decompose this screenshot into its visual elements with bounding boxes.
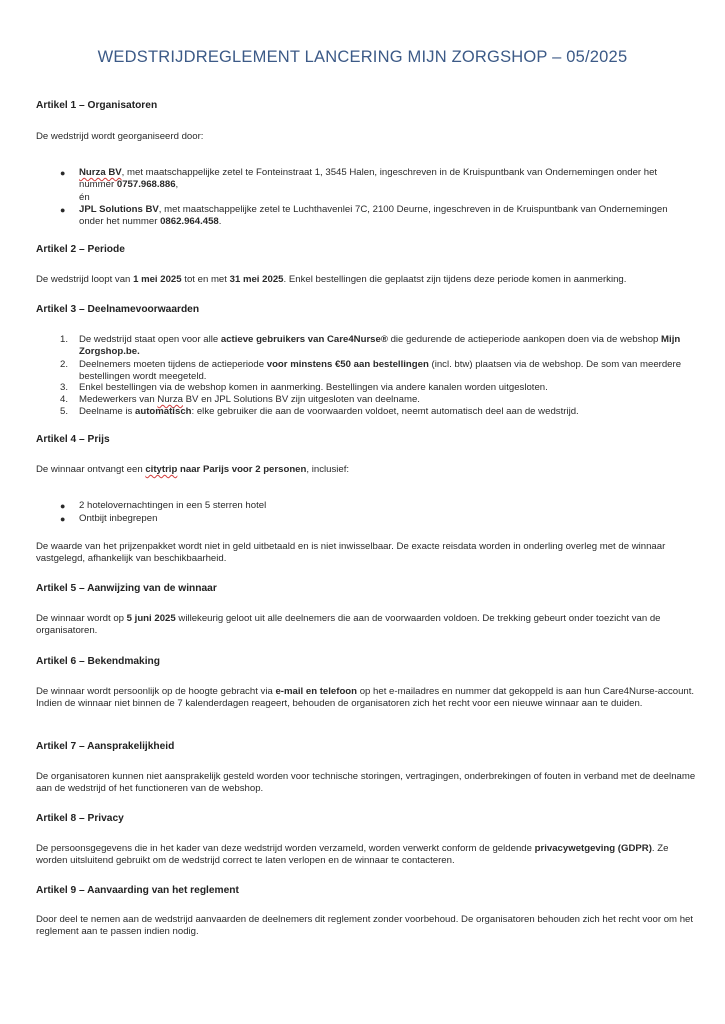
condition-text: Deelnemers moeten tijdens de actieperiode — [79, 359, 267, 370]
draw-date: 5 juni 2025 — [126, 613, 176, 624]
organizer-1-number: 0757.968.886 — [116, 179, 176, 191]
list-number: 3. — [60, 382, 69, 393]
article-4-intro — [36, 464, 696, 476]
list-number: 5. — [60, 406, 69, 417]
bullet-icon: ● — [60, 501, 66, 511]
article-9-text: Door deel te nemen aan de wedstrijd aanvaarden de deelnemers dit reglement zonder voorbehoud. De organisatoren behouden zich het recht voor om het reglement aan te passen indien nodig. — [36, 914, 694, 938]
article-2-text — [36, 274, 696, 286]
conjunction-text: én — [79, 191, 90, 203]
organizer-2-name: JPL Solutions BV — [79, 204, 159, 215]
article-8-heading: Artikel 8 – Privacy — [36, 813, 124, 824]
article-6-heading: Artikel 6 – Bekendmaking — [36, 656, 160, 667]
article-8-text — [36, 843, 696, 868]
article-4-heading: Artikel 4 – Prijs — [36, 434, 110, 445]
article-2-part: De wedstrijd loopt van — [36, 274, 134, 285]
organizer-2-number: 0862.964.458 — [160, 216, 219, 228]
prize-citytrip: citytrip — [145, 464, 178, 475]
condition-text: (incl. btw) plaatsen via de webshop. De som van meerdere bestellingen wordt meegeteld. — [79, 359, 682, 383]
article-3-heading: Artikel 3 – Deelnamevoorwaarden — [36, 304, 200, 315]
list-number: 2. — [60, 359, 69, 370]
announcement-text: op het e-mailadres en nummer dat gekoppeld is aan hun Care4Nurse-account. Indien de winnaar niet binnen de 7 kalenderdagen reageert, behouden de organisatoren zich het recht voor een nieuwe winnaar aan te duiden. — [36, 686, 695, 710]
article-2-part: tot en met — [181, 274, 230, 285]
condition-text: : elke gebruiker die aan de voorwaarden voldoet, neemt automatisch deel aan de wedstrijd. — [191, 406, 579, 417]
condition-bold: automatisch — [135, 406, 192, 417]
privacy-text: . Ze worden uitsluitend gebruikt om de wedstrijd correct te laten verlopen en de winnaar te contacteren. — [36, 843, 669, 867]
article-2-part: . Enkel bestellingen die geplaatst zijn tijdens deze periode komen in aanmerking. — [283, 274, 627, 285]
article-2-heading: Artikel 2 – Periode — [36, 244, 125, 255]
document-title: WEDSTRIJDREGLEMENT LANCERING MIJN ZORGSHOP – 05/2025 — [97, 48, 628, 66]
article-1-heading: Artikel 1 – Organisatoren — [36, 100, 158, 111]
organizer-1-name: Nurza BV — [79, 167, 122, 178]
list-number: 4. — [60, 394, 69, 405]
prize-destination: naar Parijs voor 2 personen — [177, 464, 307, 475]
draw-text: willekeurig geloot uit alle deelnemers die aan de voorwaarden voldoen. De trekking gebeurt onder toezicht van de organisatoren. — [36, 613, 661, 637]
company-name: Nurza — [157, 394, 183, 405]
organizer-2-text: , met maatschappelijke zetel te Luchthavenlei 7C, 2100 Deurne, ingeschreven in de Kruispuntbank van Ondernemingen onder het nummer — [79, 204, 668, 228]
condition-bold: actieve gebruikers van Care4Nurse® — [220, 334, 388, 345]
condition-text: Deelname is — [79, 406, 135, 417]
article-7-heading: Artikel 7 – Aansprakelijkheid — [36, 741, 175, 752]
prize-text: De winnaar ontvangt een — [36, 464, 146, 475]
announcement-text: De winnaar wordt persoonlijk op de hoogte gebracht via — [36, 686, 276, 697]
article-7-text: De organisatoren kunnen niet aansprakelijk gesteld worden voor technische storingen, vertragingen, onderbrekingen of fouten in verband met de deelname aan de wedstrijd of het functioneren van de webshop. — [36, 771, 696, 795]
webshop-name: Mijn Zorgshop.be. — [79, 334, 681, 358]
bullet-icon: ● — [60, 205, 66, 215]
list-number: 1. — [60, 334, 69, 345]
article-1-intro: De wedstrijd wordt georganiseerd door: — [36, 131, 204, 142]
draw-text: De winnaar wordt op — [36, 613, 127, 624]
condition-text: BV en JPL Solutions BV zijn uitgesloten van deelname. — [182, 394, 420, 405]
organizer-2-end: . — [218, 216, 222, 228]
organizer-1-end: , — [175, 179, 179, 191]
article-5-text — [36, 613, 696, 638]
article-4-note: De waarde van het prijzenpakket wordt niet in geld uitbetaald en is niet inwisselbaar. De exacte reisdata worden in onderling overleg met de winnaar vastgelegd, afhankelijk van beschikbaarheid. — [36, 541, 666, 565]
prize-item-text: 2 hotelovernachtingen in een 5 sterren hotel — [79, 500, 267, 511]
bullet-icon: ● — [60, 514, 66, 524]
contact-channel: e-mail en telefoon — [275, 686, 358, 697]
start-date: 1 mei 2025 — [133, 274, 182, 285]
condition-text: die gedurende de actieperiode aankopen doen via de webshop — [387, 334, 662, 345]
condition-text: Medewerkers van — [79, 394, 158, 405]
condition-text: Enkel bestellingen via de webshop komen in aanmerking. Bestellingen via andere kanalen worden uitgesloten. — [79, 382, 548, 393]
article-5-heading: Artikel 5 – Aanwijzing van de winnaar — [36, 583, 217, 594]
bullet-icon: ● — [60, 168, 66, 178]
privacy-text: De persoonsgegevens die in het kader van deze wedstrijd worden verzameld, worden verwerkt conform de geldende — [36, 843, 535, 854]
condition-text: De wedstrijd staat open voor alle — [79, 334, 221, 345]
end-date: 31 mei 2025 — [229, 274, 284, 285]
article-9-heading: Artikel 9 – Aanvaarding van het reglement — [36, 885, 239, 896]
article-6-text — [36, 686, 696, 711]
condition-bold: voor minstens €50 aan bestellingen — [266, 359, 429, 370]
organizer-1-text: , met maatschappelijke zetel te Fonteinstraat 1, 3545 Halen, ingeschreven in de Kruispuntbank van Ondernemingen onder het nummer — [79, 167, 658, 191]
privacy-law: privacywetgeving (GDPR) — [534, 843, 652, 854]
prize-text: , inclusief: — [306, 464, 350, 475]
prize-item-text: Ontbijt inbegrepen — [79, 513, 158, 524]
